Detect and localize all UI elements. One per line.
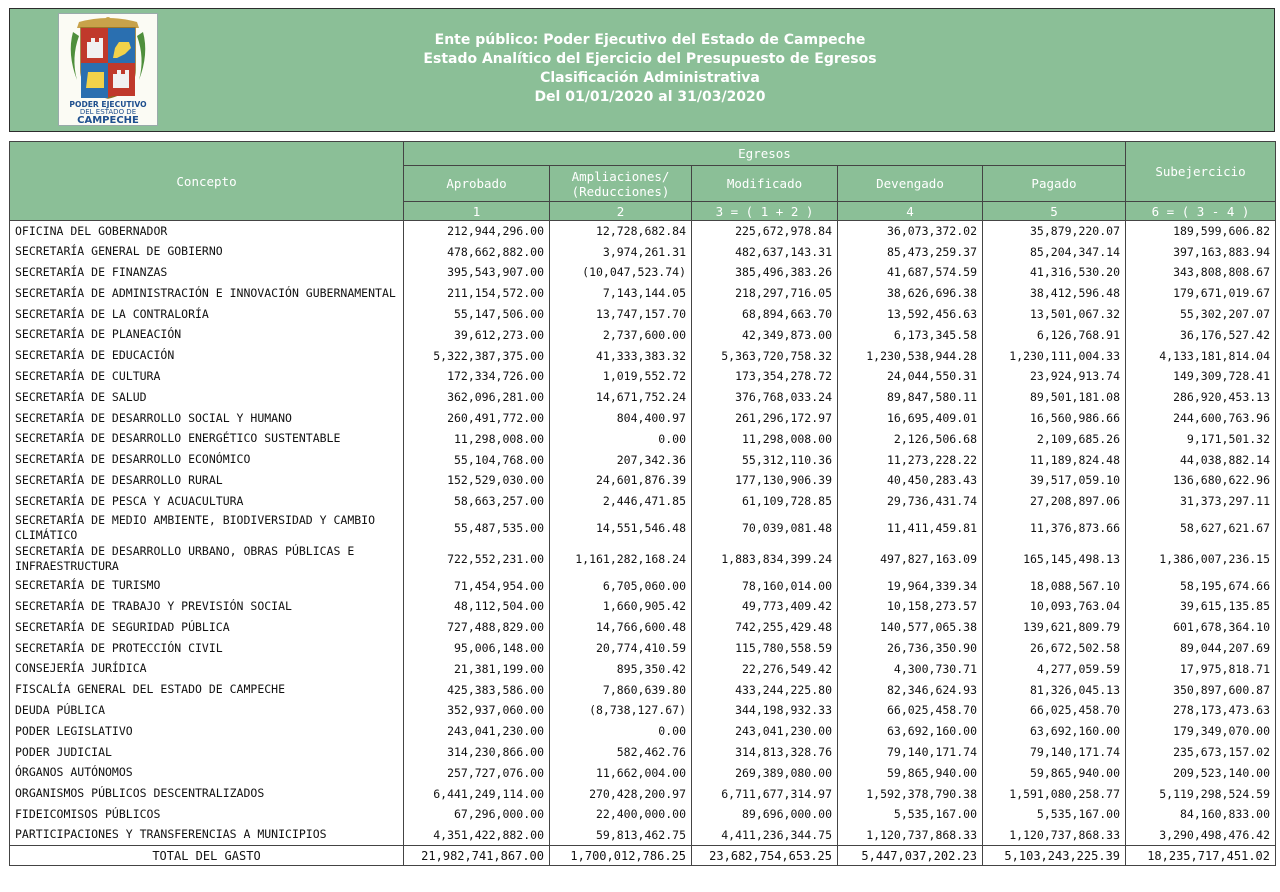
aprobado-cell: 4,351,422,882.00 [404, 825, 550, 846]
aprobado-cell: 260,491,772.00 [404, 408, 550, 429]
ampliaciones-cell: 582,462.76 [550, 742, 692, 763]
table-row [10, 658, 1276, 679]
table-row [10, 700, 1276, 721]
report-title-block [290, 31, 1010, 107]
report-header [9, 8, 1275, 132]
devengado-cell: 19,964,339.34 [838, 575, 983, 596]
ampliaciones-cell: 3,974,261.31 [550, 241, 692, 262]
devengado-cell: 1,120,737,868.33 [838, 825, 983, 846]
subejercicio-cell: 44,038,882.14 [1126, 449, 1276, 470]
aprobado-cell: 39,612,273.00 [404, 324, 550, 345]
aprobado-cell: 55,487,535.00 [404, 512, 550, 544]
table-row [10, 638, 1276, 659]
devengado-cell: 497,827,163.09 [838, 543, 983, 575]
aprobado-cell: 212,944,296.00 [404, 221, 550, 242]
concept-cell: SECRETARÍA DE MEDIO AMBIENTE, BIODIVERSIDAD Y CAMBIO CLIMÁTICO [10, 512, 404, 544]
entity-title: Ente público: Poder Ejecutivo del Estado de Campeche [434, 32, 866, 48]
modificado-cell: 376,768,033.24 [692, 387, 838, 408]
ampliaciones-cell: 24,601,876.39 [550, 470, 692, 491]
pagado-cell: 11,189,824.48 [983, 449, 1126, 470]
ampliaciones-cell: 14,671,752.24 [550, 387, 692, 408]
logo-text-line-1: PODER EJECUTIVO [69, 100, 147, 109]
pagado-cell: 23,924,913.74 [983, 366, 1126, 387]
concept-cell: SECRETARÍA DE DESARROLLO RURAL [10, 470, 404, 491]
devengado-cell: 59,865,940.00 [838, 762, 983, 783]
subejercicio-cell: 17,975,818.71 [1126, 658, 1276, 679]
ampliaciones-cell: 11,662,004.00 [550, 762, 692, 783]
concept-cell: SECRETARÍA DE TURISMO [10, 575, 404, 596]
concept-cell: SECRETARÍA GENERAL DE GOBIERNO [10, 241, 404, 262]
concept-cell: SECRETARÍA DE SEGURIDAD PÚBLICA [10, 617, 404, 638]
concept-cell: PARTICIPACIONES Y TRANSFERENCIAS A MUNICIPIOS [10, 825, 404, 846]
subejercicio-cell: 136,680,622.96 [1126, 470, 1276, 491]
modificado-cell: 4,411,236,344.75 [692, 825, 838, 846]
devengado-cell: 82,346,624.93 [838, 679, 983, 700]
table-row [10, 262, 1276, 283]
modificado-cell: 173,354,278.72 [692, 366, 838, 387]
pagado-cell: 38,412,596.48 [983, 283, 1126, 304]
pagado-cell: 18,088,567.10 [983, 575, 1126, 596]
pagado-cell: 1,230,111,004.33 [983, 345, 1126, 366]
pagado-cell: 10,093,763.04 [983, 596, 1126, 617]
modificado-cell: 177,130,906.39 [692, 470, 838, 491]
subejercicio-cell: 244,600,763.96 [1126, 408, 1276, 429]
concept-cell: SECRETARÍA DE TRABAJO Y PREVISIÓN SOCIAL [10, 596, 404, 617]
pagado-cell: 16,560,986.66 [983, 408, 1126, 429]
devengado-cell: 85,473,259.37 [838, 241, 983, 262]
modificado-cell: 218,297,716.05 [692, 283, 838, 304]
modificado-cell: 68,894,663.70 [692, 304, 838, 325]
aprobado-cell: 55,104,768.00 [404, 449, 550, 470]
subejercicio-cell: 3,290,498,476.42 [1126, 825, 1276, 846]
aprobado-cell: 395,543,907.00 [404, 262, 550, 283]
column-number-6: 6 = ( 3 - 4 ) [1126, 202, 1276, 221]
ampliaciones-cell: 13,747,157.70 [550, 304, 692, 325]
ampliaciones-cell: 270,428,200.97 [550, 783, 692, 804]
pagado-cell: 81,326,045.13 [983, 679, 1126, 700]
concept-cell: FIDEICOMISOS PÚBLICOS [10, 804, 404, 825]
classification-title: Clasificación Administrativa [540, 70, 760, 86]
report-period: Del 01/01/2020 al 31/03/2020 [534, 89, 766, 105]
ampliaciones-cell: 14,551,546.48 [550, 512, 692, 544]
modificado-cell: 55,312,110.36 [692, 449, 838, 470]
aprobado-cell: 243,041,230.00 [404, 721, 550, 742]
modificado-cell: 269,389,080.00 [692, 762, 838, 783]
modificado-cell: 61,109,728.85 [692, 491, 838, 512]
table-row [10, 491, 1276, 512]
table-row [10, 387, 1276, 408]
aprobado-cell: 257,727,076.00 [404, 762, 550, 783]
aprobado-cell: 352,937,060.00 [404, 700, 550, 721]
pagado-cell: 1,591,080,258.77 [983, 783, 1126, 804]
concept-cell: SECRETARÍA DE DESARROLLO ECONÓMICO [10, 449, 404, 470]
table-row [10, 366, 1276, 387]
total-row [10, 846, 1276, 866]
devengado-cell: 24,044,550.31 [838, 366, 983, 387]
ampliaciones-cell: 59,813,462.75 [550, 825, 692, 846]
concept-cell: SECRETARÍA DE LA CONTRALORÍA [10, 304, 404, 325]
devengado-cell: 66,025,458.70 [838, 700, 983, 721]
ampliaciones-cell: 2,446,471.85 [550, 491, 692, 512]
column-number-1: 1 [404, 202, 550, 221]
ampliaciones-cell: 1,019,552.72 [550, 366, 692, 387]
aprobado-cell: 727,488,829.00 [404, 617, 550, 638]
subejercicio-header: Subejercicio [1126, 142, 1276, 202]
subejercicio-cell: 89,044,207.69 [1126, 638, 1276, 659]
table-row [10, 428, 1276, 449]
pagado-cell: 6,126,768.91 [983, 324, 1126, 345]
concept-cell: PODER LEGISLATIVO [10, 721, 404, 742]
table-row [10, 408, 1276, 429]
total-subejercicio: 18,235,717,451.02 [1126, 846, 1276, 866]
table-row [10, 512, 1276, 544]
subejercicio-cell: 149,309,728.41 [1126, 366, 1276, 387]
subejercicio-cell: 9,171,501.32 [1126, 428, 1276, 449]
modificado-cell: 89,696,000.00 [692, 804, 838, 825]
table-row [10, 762, 1276, 783]
concept-cell: SECRETARÍA DE EDUCACIÓN [10, 345, 404, 366]
aprobado-cell: 95,006,148.00 [404, 638, 550, 659]
pagado-cell: 5,535,167.00 [983, 804, 1126, 825]
ampliaciones-cell: 2,737,600.00 [550, 324, 692, 345]
column-number-4: 4 [838, 202, 983, 221]
pagado-cell: 39,517,059.10 [983, 470, 1126, 491]
concept-cell: DEUDA PÚBLICA [10, 700, 404, 721]
devengado-cell: 11,411,459.81 [838, 512, 983, 544]
modificado-cell: 344,198,932.33 [692, 700, 838, 721]
subejercicio-cell: 4,133,181,814.04 [1126, 345, 1276, 366]
concept-cell: SECRETARÍA DE DESARROLLO SOCIAL Y HUMANO [10, 408, 404, 429]
budget-table [9, 141, 1276, 866]
modificado-cell: 22,276,549.42 [692, 658, 838, 679]
modificado-cell: 5,363,720,758.32 [692, 345, 838, 366]
concept-cell: FISCALÍA GENERAL DEL ESTADO DE CAMPECHE [10, 679, 404, 700]
concept-cell: ORGANISMOS PÚBLICOS DESCENTRALIZADOS [10, 783, 404, 804]
table-row [10, 241, 1276, 262]
devengado-cell: 89,847,580.11 [838, 387, 983, 408]
ampliaciones-cell: 1,161,282,168.24 [550, 543, 692, 575]
concept-cell: PODER JUDICIAL [10, 742, 404, 763]
pagado-cell: 139,621,809.79 [983, 617, 1126, 638]
pagado-cell: 89,501,181.08 [983, 387, 1126, 408]
ampliaciones-cell: 1,660,905.42 [550, 596, 692, 617]
devengado-cell: 16,695,409.01 [838, 408, 983, 429]
total-devengado: 5,447,037,202.23 [838, 846, 983, 866]
aprobado-cell: 6,441,249,114.00 [404, 783, 550, 804]
subejercicio-cell: 397,163,883.94 [1126, 241, 1276, 262]
table-row [10, 470, 1276, 491]
table-row [10, 679, 1276, 700]
pagado-cell: 27,208,897.06 [983, 491, 1126, 512]
table-footer [10, 846, 1276, 866]
devengado-cell: 13,592,456.63 [838, 304, 983, 325]
pagado-cell: 41,316,530.20 [983, 262, 1126, 283]
aprobado-cell: 314,230,866.00 [404, 742, 550, 763]
subejercicio-cell: 286,920,453.13 [1126, 387, 1276, 408]
table-row [10, 804, 1276, 825]
pagado-cell: 13,501,067.32 [983, 304, 1126, 325]
aprobado-cell: 152,529,030.00 [404, 470, 550, 491]
concept-header: Concepto [10, 142, 404, 221]
ampliaciones-cell: 22,400,000.00 [550, 804, 692, 825]
table-row [10, 617, 1276, 638]
subejercicio-cell: 31,373,297.11 [1126, 491, 1276, 512]
pagado-cell: 63,692,160.00 [983, 721, 1126, 742]
modificado-cell: 742,255,429.48 [692, 617, 838, 638]
table-row [10, 543, 1276, 575]
devengado-cell: 41,687,574.59 [838, 262, 983, 283]
table-row [10, 283, 1276, 304]
ampliaciones-cell: 895,350.42 [550, 658, 692, 679]
pagado-cell: 79,140,171.74 [983, 742, 1126, 763]
table-row [10, 449, 1276, 470]
subejercicio-cell: 601,678,364.10 [1126, 617, 1276, 638]
modificado-cell: 1,883,834,399.24 [692, 543, 838, 575]
modificado-cell: 314,813,328.76 [692, 742, 838, 763]
concept-cell: SECRETARÍA DE PESCA Y ACUACULTURA [10, 491, 404, 512]
ampliaciones-cell: 804,400.97 [550, 408, 692, 429]
pagado-cell: 26,672,502.58 [983, 638, 1126, 659]
modificado-cell: 433,244,225.80 [692, 679, 838, 700]
subejercicio-cell: 350,897,600.87 [1126, 679, 1276, 700]
subejercicio-cell: 58,195,674.66 [1126, 575, 1276, 596]
aprobado-cell: 21,381,199.00 [404, 658, 550, 679]
ampliaciones-cell: 6,705,060.00 [550, 575, 692, 596]
subejercicio-cell: 179,349,070.00 [1126, 721, 1276, 742]
subejercicio-cell: 179,671,019.67 [1126, 283, 1276, 304]
total-aprobado: 21,982,741,867.00 [404, 846, 550, 866]
aprobado-header: Aprobado [404, 166, 550, 202]
column-number-3: 3 = ( 1 + 2 ) [692, 202, 838, 221]
modificado-cell: 78,160,014.00 [692, 575, 838, 596]
devengado-cell: 26,736,350.90 [838, 638, 983, 659]
aprobado-cell: 55,147,506.00 [404, 304, 550, 325]
pagado-cell: 165,145,498.13 [983, 543, 1126, 575]
pagado-cell: 59,865,940.00 [983, 762, 1126, 783]
concept-cell: SECRETARÍA DE PLANEACIÓN [10, 324, 404, 345]
table-header [10, 142, 1276, 221]
aprobado-cell: 11,298,008.00 [404, 428, 550, 449]
campeche-government-logo [58, 13, 158, 126]
pagado-cell: 85,204,347.14 [983, 241, 1126, 262]
modificado-header: Modificado [692, 166, 838, 202]
concept-cell: SECRETARÍA DE SALUD [10, 387, 404, 408]
ampliaciones-cell: 0.00 [550, 721, 692, 742]
modificado-cell: 11,298,008.00 [692, 428, 838, 449]
logo-text-line-3: CAMPECHE [77, 115, 139, 125]
concept-cell: OFICINA DEL GOBERNADOR [10, 221, 404, 242]
table-body [10, 221, 1276, 846]
table-row [10, 324, 1276, 345]
table-row [10, 304, 1276, 325]
ampliaciones-cell: 7,860,639.80 [550, 679, 692, 700]
modificado-cell: 385,496,383.26 [692, 262, 838, 283]
aprobado-cell: 362,096,281.00 [404, 387, 550, 408]
table-row [10, 221, 1276, 242]
total-pagado: 5,103,243,225.39 [983, 846, 1126, 866]
egresos-group-header: Egresos [404, 142, 1126, 166]
column-number-2: 2 [550, 202, 692, 221]
pagado-cell: 35,879,220.07 [983, 221, 1126, 242]
devengado-cell: 79,140,171.74 [838, 742, 983, 763]
subejercicio-cell: 278,173,473.63 [1126, 700, 1276, 721]
ampliaciones-header: Ampliaciones/ (Reducciones) [550, 166, 692, 202]
ampliaciones-cell: 12,728,682.84 [550, 221, 692, 242]
concept-cell: ÓRGANOS AUTÓNOMOS [10, 762, 404, 783]
devengado-cell: 63,692,160.00 [838, 721, 983, 742]
devengado-cell: 36,073,372.02 [838, 221, 983, 242]
pagado-cell: 1,120,737,868.33 [983, 825, 1126, 846]
devengado-cell: 2,126,506.68 [838, 428, 983, 449]
ampliaciones-cell: 7,143,144.05 [550, 283, 692, 304]
logo-text-line-2: DEL ESTADO DE [79, 108, 137, 116]
subejercicio-cell: 189,599,606.82 [1126, 221, 1276, 242]
subejercicio-cell: 58,627,621.67 [1126, 512, 1276, 544]
modificado-cell: 243,041,230.00 [692, 721, 838, 742]
subejercicio-cell: 39,615,135.85 [1126, 596, 1276, 617]
subejercicio-cell: 5,119,298,524.59 [1126, 783, 1276, 804]
ampliaciones-cell: 20,774,410.59 [550, 638, 692, 659]
aprobado-cell: 211,154,572.00 [404, 283, 550, 304]
devengado-cell: 6,173,345.58 [838, 324, 983, 345]
devengado-cell: 10,158,273.57 [838, 596, 983, 617]
aprobado-cell: 722,552,231.00 [404, 543, 550, 575]
pagado-cell: 4,277,059.59 [983, 658, 1126, 679]
modificado-cell: 42,349,873.00 [692, 324, 838, 345]
devengado-header: Devengado [838, 166, 983, 202]
subejercicio-cell: 84,160,833.00 [1126, 804, 1276, 825]
concept-cell: SECRETARÍA DE DESARROLLO URBANO, OBRAS PÚBLICAS E INFRAESTRUCTURA [10, 543, 404, 575]
aprobado-cell: 71,454,954.00 [404, 575, 550, 596]
total-label: TOTAL DEL GASTO [10, 846, 404, 866]
aprobado-cell: 48,112,504.00 [404, 596, 550, 617]
ampliaciones-cell: 41,333,383.32 [550, 345, 692, 366]
table-row [10, 596, 1276, 617]
aprobado-cell: 425,383,586.00 [404, 679, 550, 700]
aprobado-cell: 58,663,257.00 [404, 491, 550, 512]
pagado-cell: 2,109,685.26 [983, 428, 1126, 449]
aprobado-cell: 172,334,726.00 [404, 366, 550, 387]
ampliaciones-cell: (10,047,523.74) [550, 262, 692, 283]
table-row [10, 783, 1276, 804]
concept-cell: CONSEJERÍA JURÍDICA [10, 658, 404, 679]
modificado-cell: 115,780,558.59 [692, 638, 838, 659]
aprobado-cell: 67,296,000.00 [404, 804, 550, 825]
devengado-cell: 40,450,283.43 [838, 470, 983, 491]
modificado-cell: 70,039,081.48 [692, 512, 838, 544]
modificado-cell: 225,672,978.84 [692, 221, 838, 242]
concept-cell: SECRETARÍA DE PROTECCIÓN CIVIL [10, 638, 404, 659]
devengado-cell: 140,577,065.38 [838, 617, 983, 638]
table-row [10, 721, 1276, 742]
devengado-cell: 1,592,378,790.38 [838, 783, 983, 804]
devengado-cell: 4,300,730.71 [838, 658, 983, 679]
modificado-cell: 261,296,172.97 [692, 408, 838, 429]
subejercicio-cell: 36,176,527.42 [1126, 324, 1276, 345]
devengado-cell: 38,626,696.38 [838, 283, 983, 304]
concept-cell: SECRETARÍA DE FINANZAS [10, 262, 404, 283]
report-title: Estado Analítico del Ejercicio del Presupuesto de Egresos [423, 51, 877, 67]
devengado-cell: 11,273,228.22 [838, 449, 983, 470]
total-modificado: 23,682,754,653.25 [692, 846, 838, 866]
devengado-cell: 1,230,538,944.28 [838, 345, 983, 366]
devengado-cell: 5,535,167.00 [838, 804, 983, 825]
table-row [10, 575, 1276, 596]
concept-cell: SECRETARÍA DE DESARROLLO ENERGÉTICO SUSTENTABLE [10, 428, 404, 449]
ampliaciones-cell: 0.00 [550, 428, 692, 449]
table-row [10, 742, 1276, 763]
column-number-5: 5 [983, 202, 1126, 221]
pagado-cell: 66,025,458.70 [983, 700, 1126, 721]
aprobado-cell: 5,322,387,375.00 [404, 345, 550, 366]
modificado-cell: 6,711,677,314.97 [692, 783, 838, 804]
subejercicio-cell: 55,302,207.07 [1126, 304, 1276, 325]
modificado-cell: 482,637,143.31 [692, 241, 838, 262]
table-row [10, 825, 1276, 846]
devengado-cell: 29,736,431.74 [838, 491, 983, 512]
table-row [10, 345, 1276, 366]
concept-cell: SECRETARÍA DE ADMINISTRACIÓN E INNOVACIÓN GUBERNAMENTAL [10, 283, 404, 304]
subejercicio-cell: 343,808,808.67 [1126, 262, 1276, 283]
modificado-cell: 49,773,409.42 [692, 596, 838, 617]
subejercicio-cell: 209,523,140.00 [1126, 762, 1276, 783]
aprobado-cell: 478,662,882.00 [404, 241, 550, 262]
pagado-header: Pagado [983, 166, 1126, 202]
subejercicio-cell: 1,386,007,236.15 [1126, 543, 1276, 575]
ampliaciones-cell: 207,342.36 [550, 449, 692, 470]
ampliaciones-cell: (8,738,127.67) [550, 700, 692, 721]
ampliaciones-cell: 14,766,600.48 [550, 617, 692, 638]
subejercicio-cell: 235,673,157.02 [1126, 742, 1276, 763]
total-ampliaciones: 1,700,012,786.25 [550, 846, 692, 866]
concept-cell: SECRETARÍA DE CULTURA [10, 366, 404, 387]
pagado-cell: 11,376,873.66 [983, 512, 1126, 544]
